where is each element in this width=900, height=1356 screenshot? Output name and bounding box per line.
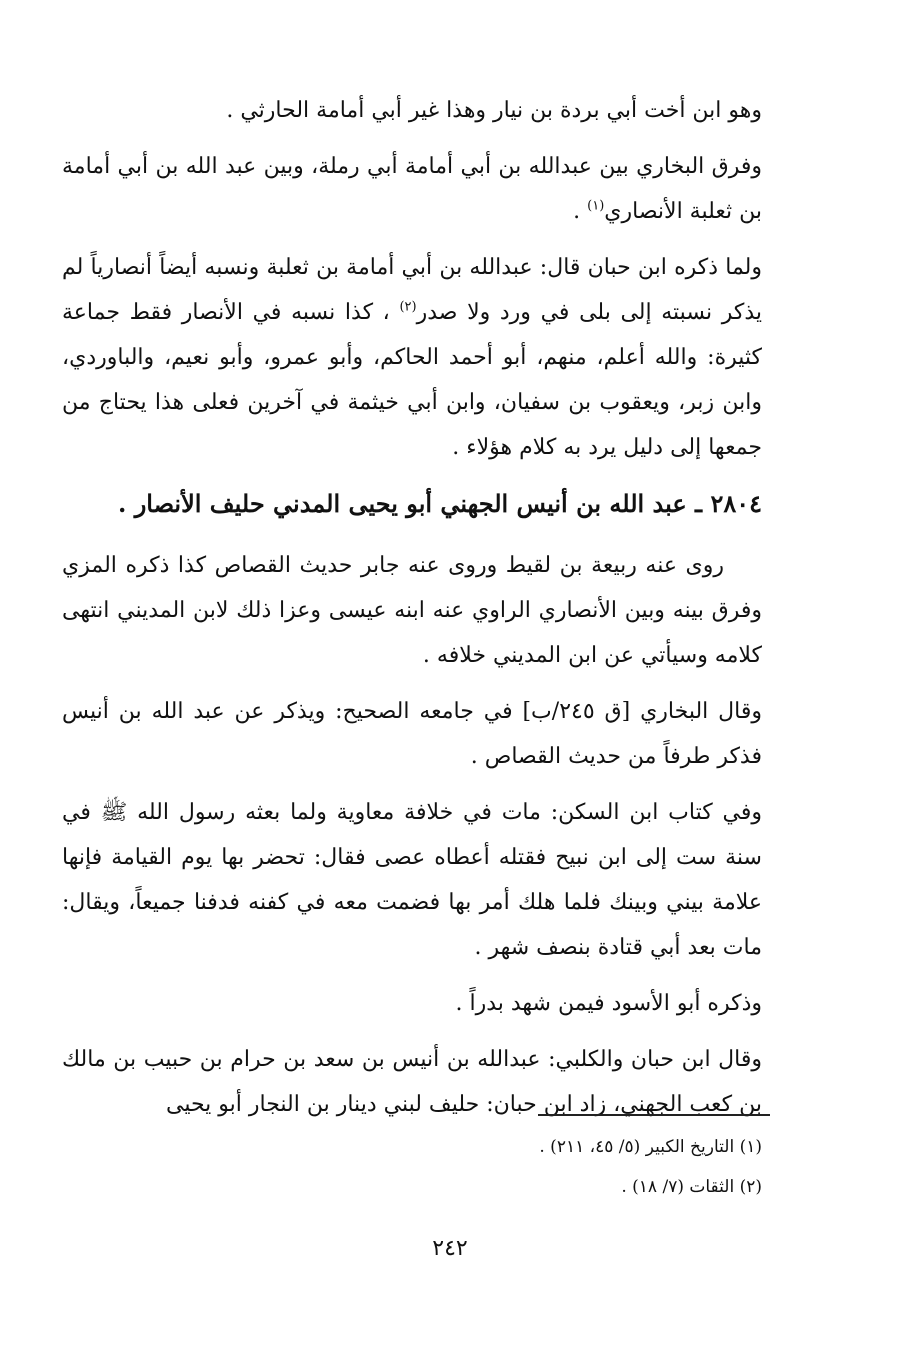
paragraph-1: [62, 88, 762, 133]
page-body: [62, 88, 762, 1138]
body-paragraph-4: وذكره أبو الأسود فيمن شهد بدراً .: [455, 991, 762, 1016]
paragraph-2-end: .: [573, 199, 588, 224]
body-paragraph-2: وقال البخاري [ق ٢٤٥/ب] في جامعه الصحيح: ويذكر عن عبد الله بن أنيس فذكر طرفاً من حديث القصاص .: [62, 699, 762, 769]
footnote-1: (١) التاريخ الكبير (٥/ ٤٥، ٢١١) .: [539, 1137, 762, 1157]
footnote-ref-1: (١): [587, 198, 605, 214]
footnotes: [62, 1124, 762, 1204]
footnote-ref-2: (٢): [399, 299, 417, 315]
paragraph-3: [62, 245, 762, 470]
footnote-divider: [538, 1114, 770, 1116]
body-paragraph-3: وفي كتاب ابن السكن: مات في خلافة معاوية ولما بعثه رسول الله ﷺ في سنة ست إلى ابن نبيح فقتله أعطاه عصى فقال: تحضر بها يوم القيامة فإنها علامة بيني وبينك فلما هلك أمر بها فضمت معه في كفنه فدفنا جميعاً، ويقال: مات بعد أبي قتادة بنصف شهر .: [62, 800, 762, 960]
paragraph-1-text: وهو ابن أخت أبي بردة بن نيار وهذا غير أبي أمامة الحارثي .: [226, 98, 762, 123]
body-paragraph-1: روى عنه ربيعة بن لقيط وروى عنه جابر حديث القصاص كذا ذكره المزي وفرق بينه وبين الأنصاري الراوي عنه ابنه عيسى وعزا ذلك لابن المديني انتهى كلامه وسيأتي عن ابن المديني خلافه .: [62, 553, 762, 668]
paragraph-3-text: ولما ذكره ابن حبان قال: عبدالله بن أبي أمامة بن ثعلبة ونسبه أيضاً أنصارياً لم يذكر نسبته إلى بلى في ورد ولا صدر: [62, 255, 762, 325]
body-paragraph-5: وقال ابن حبان والكلبي: عبدالله بن أنيس بن سعد بن حرام بن حبيب بن مالك بن كعب الجهني، زاد ابن حبان: حليف لبني دينار بن النجار أبو يحيى: [62, 1047, 762, 1117]
entry-heading: ٢٨٠٤ ـ عبد الله بن أنيس الجهني أبو يحيى المدني حليف الأنصار .: [117, 489, 762, 518]
paragraph-3-end: ، كذا نسبه في الأنصار فقط جماعة كثيرة: والله أعلم، منهم، أبو أحمد الحاكم، وأبو عمرو، وأبو نعيم، والباوردي، وابن زبر، ويعقوب بن سفيان، وابن أبي خيثمة في آخرين فعلى هذا يحتاج من جمعها إلى دليل يرد به كلام هؤلاء .: [62, 300, 762, 460]
paragraph-2-text: وفرق البخاري بين عبدالله بن أبي أمامة أبي رملة، وبين عبد الله بن أبي أمامة بن ثعلبة الأنصاري: [62, 154, 762, 224]
footnote-2: (٢) الثقات (٧/ ١٨) .: [621, 1177, 762, 1197]
page-number: ٢٤٢: [432, 1236, 468, 1261]
paragraph-2: [62, 144, 762, 234]
